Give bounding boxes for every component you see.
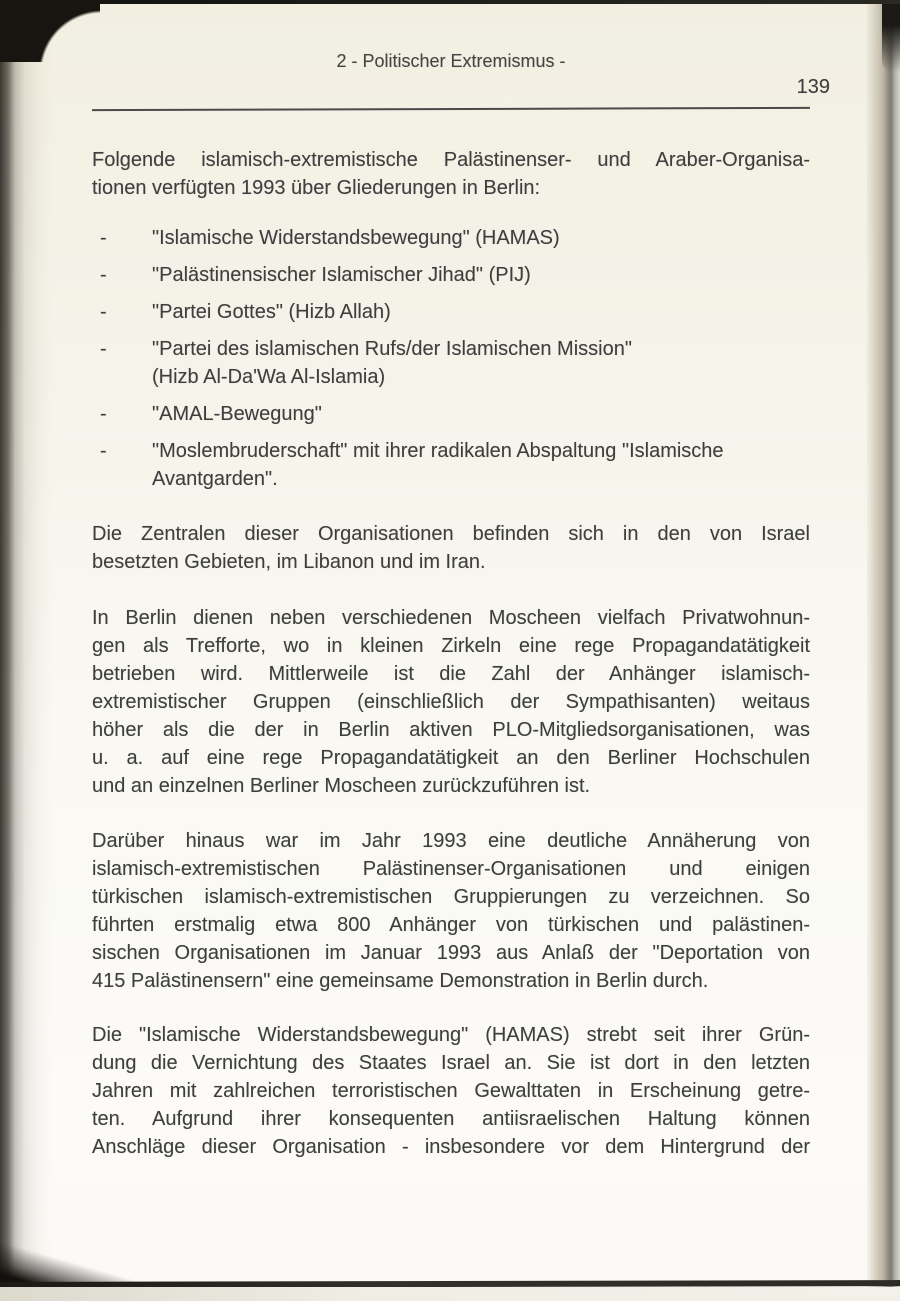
scan-corner-top-right (882, 0, 900, 72)
paragraph-line: besetzten Gebieten, im Libanon und im Iran. (92, 551, 486, 573)
list-item-line: Avantgarden". (152, 468, 278, 490)
dash-bullet: - (100, 338, 107, 360)
page-content (92, 0, 830, 1161)
paragraph-line: Die "Islamische Widerstandsbewegung" (HAMAS) strebt seit ihrer Grün- (92, 1024, 810, 1046)
paragraph-line: dung die Vernichtung des Staates Israel an. Sie ist dort in den letzten (92, 1052, 810, 1074)
list-item (92, 437, 810, 493)
paragraph (92, 827, 810, 995)
dash-bullet: - (100, 440, 107, 462)
page-number: 139 (796, 76, 830, 98)
dash-bullet: - (100, 403, 107, 425)
scan-page-edge-right (867, 0, 900, 1301)
paragraph-line: türkischen islamisch-extremistischen Gruppierungen zu verzeichnen. So (92, 886, 810, 908)
dash-bullet: - (100, 301, 107, 323)
scan-top-edge (0, 0, 900, 4)
scan-corner-top-left (0, 0, 100, 62)
list-item (92, 224, 810, 252)
paragraph-line: islamisch-extremistischen Palästinenser-Organisationen und einigen (92, 858, 810, 880)
paragraph-line: extremistischer Gruppen (einschließlich der Sympathisanten) weitaus (92, 691, 810, 713)
paragraph-line: ten. Aufgrund ihrer konsequenten antiisraelischen Haltung können (92, 1108, 810, 1130)
paragraph-line: Jahren mit zahlreichen terroristischen Gewalttaten in Erscheinung getre- (92, 1080, 810, 1102)
paragraph (92, 1021, 810, 1161)
scan-spine-shadow-left (0, 0, 52, 1301)
paragraph-line: In Berlin dienen neben verschiedenen Moscheen vielfach Privatwohnun- (92, 607, 810, 629)
paragraph-line: tionen verfügten 1993 über Gliederungen in Berlin: (92, 177, 541, 199)
list-item-line: "AMAL-Bewegung" (152, 403, 322, 425)
paragraph (92, 520, 810, 576)
list-item-line: "Islamische Widerstandsbewegung" (HAMAS) (152, 227, 560, 249)
running-header-title: 2 - Politischer Extremismus - (336, 51, 566, 71)
list-item (92, 335, 810, 391)
list-item-line: "Partei Gottes" (Hizb Allah) (152, 301, 391, 323)
paragraph-line: 415 Palästinensern" eine gemeinsame Demonstration in Berlin durch. (92, 970, 709, 992)
organisation-list (92, 224, 810, 493)
paragraph-line: führten erstmalig etwa 800 Anhänger von türkischen und palästinen- (92, 914, 810, 936)
paragraph-line: sischen Organisationen im Januar 1993 aus Anlaß der "Deportation von (92, 942, 810, 964)
list-item-line: "Moslembruderschaft" mit ihrer radikalen Abspaltung "Islamische (152, 440, 724, 462)
paragraph-line: Darüber hinaus war im Jahr 1993 eine deutliche Annäherung von (92, 830, 810, 852)
intro-paragraph (92, 146, 810, 202)
paragraph-line: Folgende islamisch-extremistische Palästinenser- und Araber-Organisa- (92, 149, 810, 171)
list-item-line: (Hizb Al-Da'Wa Al-Islamia) (152, 366, 386, 388)
paragraph-line: u. a. auf eine rege Propagandatätigkeit an den Berliner Hochschulen (92, 747, 810, 769)
header-rule (92, 107, 810, 111)
list-item (92, 400, 810, 428)
paragraph-line: höher als die der in Berlin aktiven PLO-Mitgliedsorganisationen, was (92, 719, 810, 741)
dash-bullet: - (100, 227, 107, 249)
paragraph (92, 604, 810, 800)
paragraph-line: betrieben wird. Mittlerweile ist die Zahl der Anhänger islamisch- (92, 663, 810, 685)
list-item (92, 261, 810, 289)
list-item (92, 298, 810, 326)
list-item-line: "Palästinensischer Islamischer Jihad" (PIJ) (152, 264, 531, 286)
scan-bottom-margin (0, 1287, 900, 1301)
paragraph-line: und an einzelnen Berliner Moscheen zurückzuführen ist. (92, 775, 591, 797)
paragraph-line: Die Zentralen dieser Organisationen befinden sich in den von Israel (92, 523, 810, 545)
list-item-line: "Partei des islamischen Rufs/der Islamischen Mission" (152, 338, 632, 360)
dash-bullet: - (100, 264, 107, 286)
paragraph-line: Anschläge dieser Organisation - insbesondere vor dem Hintergrund der (92, 1136, 810, 1158)
paragraph-line: gen als Trefforte, wo in kleinen Zirkeln eine rege Propagandatätigkeit (92, 635, 810, 657)
